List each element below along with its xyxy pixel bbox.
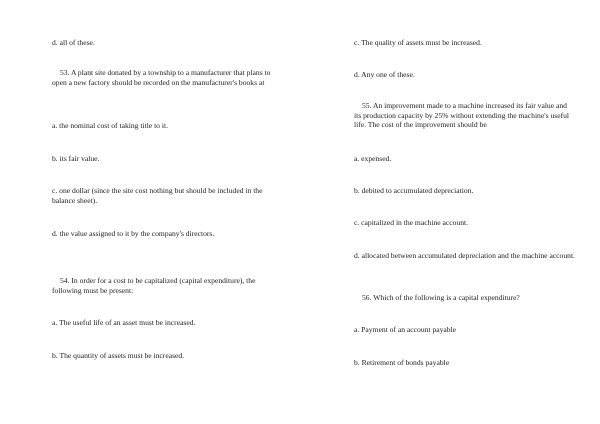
q53-option-b: b. its fair value. <box>52 154 100 163</box>
q53-option-c: c. one dollar (since the site cost nothing but should be included in the balance sheet). <box>52 186 263 205</box>
q54-option-c: c. The quality of assets must be increased. <box>354 38 482 47</box>
q55-option-a: a. expensed. <box>354 154 392 163</box>
q54-option-d: d. Any one of these. <box>354 70 415 79</box>
q55-stem: 55. An improvement made to a machine increased its fair value and its production capacity by 25% without extending the machine's useful life. The cost of the improvement should be <box>354 101 569 130</box>
q53-option-a: a. the nominal cost of taking title to it. <box>52 121 168 130</box>
q56-option-b: b. Retirement of bonds payable <box>354 358 450 367</box>
q55-option-d: d. allocated between accumulated depreciation and the machine account. <box>354 251 575 260</box>
q54-option-a: a. The useful life of an asset must be increased. <box>52 318 196 327</box>
q53-stem: 53. A plant site donated by a township to a manufacturer that plans to open a new factory should be recorded on the manufacturer's books at <box>52 68 271 87</box>
q53-option-d: d. the value assigned to it by the company's directors. <box>52 229 215 238</box>
q56-option-a: a. Payment of an account payable <box>354 325 457 334</box>
q54-option-b: b. The quantity of assets must be increased. <box>52 351 185 360</box>
q52-option-d: d. all of these. <box>52 38 95 47</box>
q55-option-c: c. capitalized in the machine account. <box>354 218 469 227</box>
q54-stem: 54. In order for a cost to be capitalized (capital expenditure), the following must be present: <box>52 276 256 295</box>
q55-option-b: b. debited to accumulated depreciation. <box>354 186 474 195</box>
q56-stem: 56. Which of the following is a capital expenditure? <box>362 293 520 302</box>
